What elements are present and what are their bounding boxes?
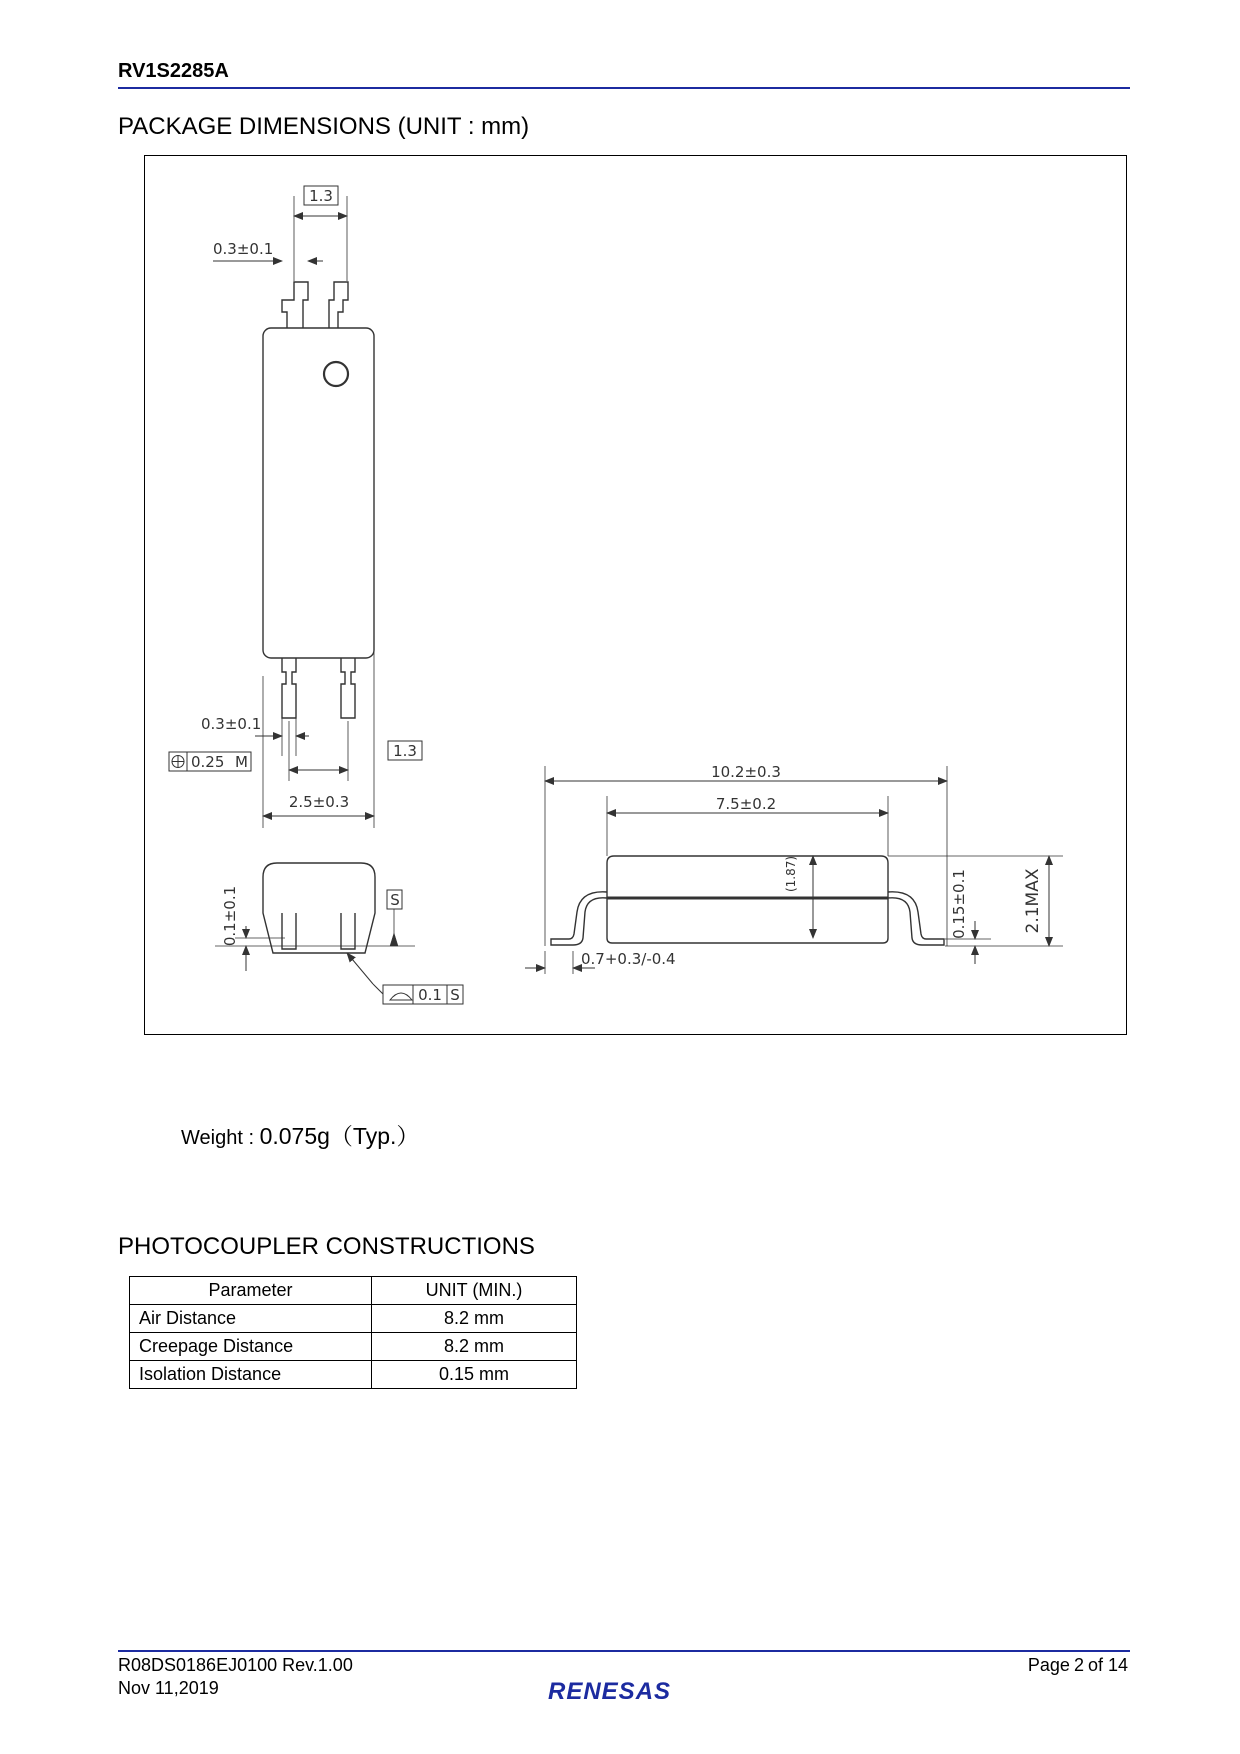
dim-body-width: 2.5±0.3 — [288, 793, 350, 811]
dim-coplanarity: 0.1 — [418, 986, 442, 1004]
dim-position-modifier: M — [235, 753, 248, 771]
footer-rule — [118, 1650, 1130, 1652]
end-view-leads — [282, 913, 355, 949]
row-parameter: Isolation Distance — [130, 1361, 372, 1389]
side-lead-left — [551, 892, 607, 945]
header-unit: UNIT (MIN.) — [372, 1277, 577, 1305]
header-parameter: Parameter — [130, 1277, 372, 1305]
constructions-table — [129, 1276, 577, 1389]
row-parameter: Creepage Distance — [130, 1333, 372, 1361]
part-number: RV1S2285A — [118, 60, 229, 82]
row-value: 8.2 mm — [372, 1305, 577, 1333]
table-row — [130, 1305, 577, 1333]
dim-coplanarity-datum: S — [450, 986, 460, 1004]
bottom-lead-2 — [341, 658, 355, 718]
package-dimensions-title: PACKAGE DIMENSIONS (UNIT : mm) — [118, 113, 530, 140]
package-drawing-svg — [145, 156, 1128, 1036]
top-lead-2 — [329, 282, 348, 328]
end-view-body — [263, 863, 375, 953]
page-current: 2 — [1073, 1655, 1084, 1675]
weight-label: Weight : — [181, 1127, 260, 1149]
page-total: of 14 — [1087, 1655, 1128, 1675]
renesas-logo — [548, 1675, 698, 1710]
header-rule — [118, 87, 1130, 89]
table-row — [130, 1333, 577, 1361]
logo-text: RENESAS — [548, 1678, 672, 1705]
row-parameter: Air Distance — [130, 1305, 372, 1333]
table-header-row — [130, 1277, 577, 1305]
pin1-mark — [324, 362, 348, 386]
dim-max-height: 2.1MAX — [1023, 868, 1043, 934]
page-label: Page — [1027, 1655, 1070, 1675]
dim-overall-length: 10.2±0.3 — [711, 763, 781, 781]
dim-standoff: 0.1±0.1 — [221, 885, 239, 947]
weight-line — [181, 1118, 419, 1151]
dim-lead-length: 0.7+0.3/-0.4 — [581, 950, 676, 968]
document-id: R08DS0186EJ0100 Rev.1.00 — [118, 1655, 353, 1675]
row-value: 0.15 mm — [372, 1361, 577, 1389]
dim-pitch-top: 1.3 — [309, 187, 333, 205]
top-view-body — [263, 328, 374, 658]
dim-lead-thickness: 0.15±0.1 — [950, 869, 968, 939]
side-lead-right — [888, 892, 944, 945]
weight-value: 0.075g（Typ.） — [259, 1123, 420, 1149]
package-drawing — [144, 155, 1127, 1035]
dim-datum: S — [390, 891, 400, 909]
row-value: 8.2 mm — [372, 1333, 577, 1361]
bottom-lead-1 — [282, 658, 296, 718]
table-row — [130, 1361, 577, 1389]
dim-pitch-bottom: 1.3 — [393, 742, 417, 760]
page-number — [1024, 1655, 1128, 1676]
top-lead-1 — [282, 282, 308, 328]
constructions-title: PHOTOCOUPLER CONSTRUCTIONS — [118, 1233, 535, 1260]
document-date: Nov 11,2019 — [118, 1678, 219, 1698]
dim-body-length: 7.5±0.2 — [715, 795, 777, 813]
dim-lead-width-bottom: 0.3±0.1 — [201, 715, 262, 733]
dim-body-height-ref: (1.87) — [784, 855, 798, 893]
dim-lead-width-top: 0.3±0.1 — [213, 240, 274, 258]
dim-position-tolerance: 0.25 — [191, 753, 225, 771]
